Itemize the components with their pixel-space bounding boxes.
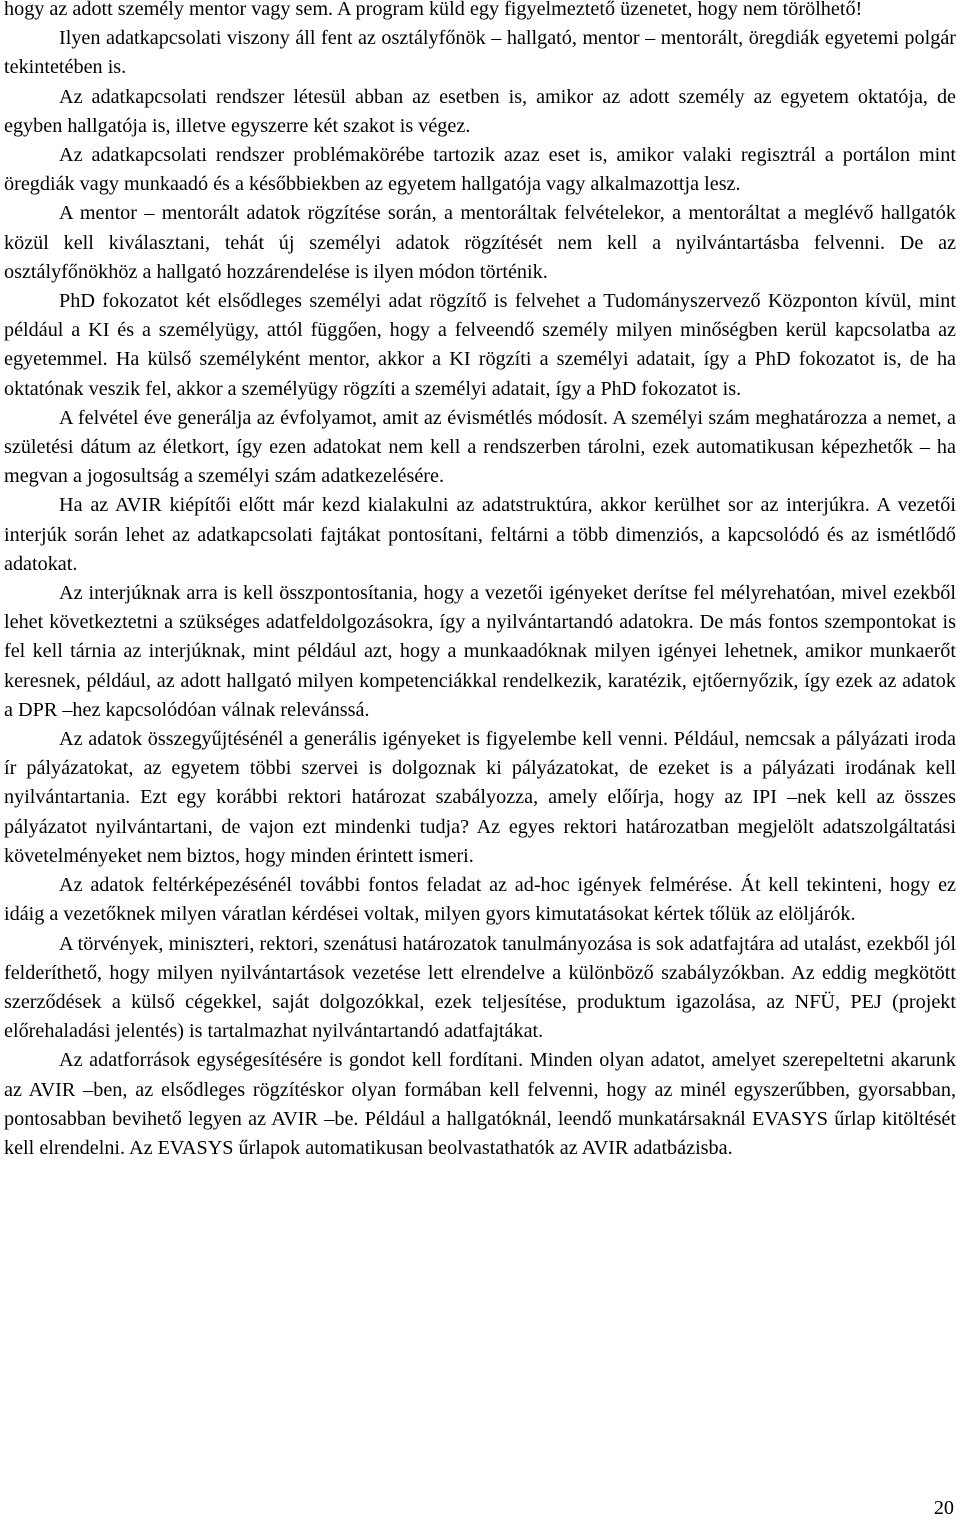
paragraph: Az adatok összegyűjtésénél a generális igényeket is figyelembe kell venni. Például, nemcsak a pályázati iroda ír pályázatokat, az egyetem többi szervei is dolgoznak ki pályázatokat, de ezeket is a pályázati irodának kell nyilvántartania. Ezt egy korábbi rektori határozat szabályozza, amely előírja, hogy az IPI –nek kell az összes pályázatot nyilvántartani, de vajon ezt mindenki tudja? Az egyes rektori határozatban megjelölt adatszolgáltatási követelményeket nem biztos, hogy minden érintett ismeri. bbox=[4, 728, 956, 867]
paragraph: Az adatkapcsolati rendszer létesül abban az esetben is, amikor az adott személy az egyetem oktatója, de egyben hallgatója is, illetve egyszerre két szakot is végez. bbox=[4, 85, 956, 137]
paragraph: A törvények, miniszteri, rektori, szenátusi határozatok tanulmányozása is sok adatfajtára ad utalást, ezekből jól felderíthető, hogy milyen nyilvántartások vezetése lett elrendelve a különböző szabályzókban. Az eddig megkötött szerződések a külső cégekkel, saját dolgozókkal, ezek teljesítése, produktum igazolása, az NFÜ, PEJ (projekt előrehaladási jelentés) is tartalmazhat nyilvántartandó adatfajtákat. bbox=[4, 932, 956, 1043]
paragraph: PhD fokozatot két elsődleges személyi adat rögzítő is felvehet a Tudományszervező Központon kívül, mint például a KI és a személyügy, attól függően, hogy a felveendő személy milyen minőségben kerül kapcsolatba az egyetemmel. Ha külső személyként mentor, akkor a KI rögzíti a személyi adatait, így a PhD fokozatot is, de ha oktatónak veszik fel, akkor a személyügy rögzíti a személyi adatait, így a PhD fokozatot is. bbox=[4, 290, 956, 400]
paragraph: Ha az AVIR kiépítői előtt már kezd kialakulni az adatstruktúra, akkor kerülhet sor az interjúkra. A vezetői interjúk során lehet az adatkapcsolati fajtákat pontosítani, feltárni a több dimenziós, a kapcsolódó és az ismétlődő adatokat. bbox=[4, 494, 956, 575]
paragraph: Az interjúknak arra is kell összpontosítania, hogy a vezetői igényeket derítse fel mélyrehatóan, mivel ezekből lehet következtetni a szükséges adatfeldolgozásokra, így a nyilvántartandó adatokra. De más fontos szempontokat is fel kell tárnia az interjúknak, mint például azt, hogy a munkaadóknak milyen igényei lehetnek, amikor munkaerőt keresnek, például, az adott hallgató milyen kompetenciákkal rendelkezik, karatézik, ejtőernyőzik, így ezek az adatok a DPR –hez kapcsolódóan válnak relevánssá. bbox=[4, 582, 956, 721]
page-number: 20 bbox=[933, 1497, 954, 1519]
paragraph: Az adatkapcsolati rendszer problémakörébe tartozik azaz eset is, amikor valaki regisztrál a portálon mint öregdiák vagy munkaadó és a későbbiekben az egyetem hallgatója vagy alkalmazottja lesz. bbox=[4, 144, 956, 196]
paragraph: Az adatok feltérképezésénél további fontos feladat az ad-hoc igények felmérése. Át kell tekinteni, hogy ez idáig a vezetőknek milyen váratlan kérdései voltak, milyen gyors kimutatásokat kértek tőlük az elöljárók. bbox=[4, 874, 956, 926]
paragraph: A mentor – mentorált adatok rögzítése során, a mentoráltak felvételekor, a mentoráltat a meglévő hallgatók közül kell kiválasztani, tehát új személyi adatok rögzítését nem kell a nyilvántartásba felvenni. De az osztályfőnökhöz a hallgató hozzárendelése is ilyen módon történik. bbox=[4, 202, 956, 283]
paragraph: hogy az adott személy mentor vagy sem. A program küld egy figyelmeztető üzenetet, hogy nem törölhető! bbox=[4, 0, 863, 20]
paragraph: Az adatforrások egységesítésére is gondot kell fordítani. Minden olyan adatot, amelyet szerepeltetni akarunk az AVIR –ben, az elsődleges rögzítéskor olyan formában kell felvenni, hogy az minél egyszerűbben, gyorsabban, pontosabban bevihető legyen az AVIR –be. Például a hallgatóknál, leendő munkatársaknál EVASYS űrlap kitöltését kell elrendelni. Az EVASYS űrlapok automatikusan beolvastathatók az AVIR adatbázisba. bbox=[4, 1049, 956, 1159]
body-text bbox=[4, 0, 956, 1163]
paragraph: Ilyen adatkapcsolati viszony áll fent az osztályfőnök – hallgató, mentor – mentorált, öregdiák egyetemi polgár tekintetében is. bbox=[4, 27, 956, 79]
paragraph: A felvétel éve generálja az évfolyamot, amit az évismétlés módosít. A személyi szám meghatározza a nemet, a születési dátum az életkort, így ezen adatokat nem kell a rendszerben tárolni, ezek automatikusan képezhetők – ha megvan a jogosultság a személyi szám adatkezelésére. bbox=[4, 406, 956, 488]
